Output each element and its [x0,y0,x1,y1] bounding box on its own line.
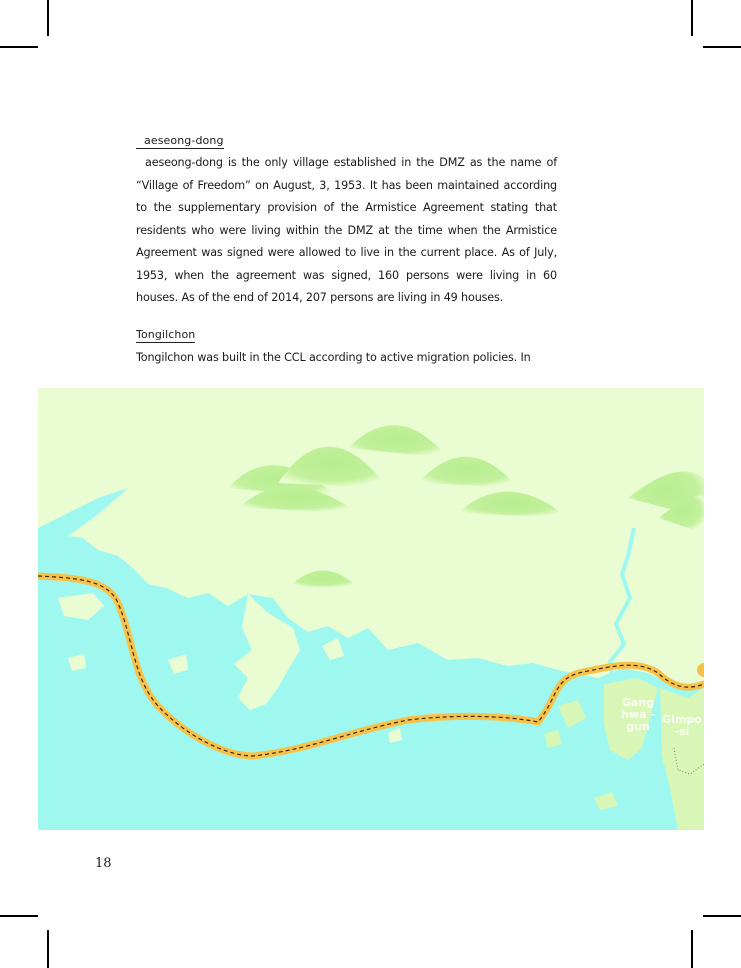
map-label-gimpo-si: Gimpo -si [662,713,702,738]
section-body-tongilchon [136,347,557,370]
crop-mark-bottom-right-horizontal [703,915,741,917]
map-graphic [38,388,704,830]
crop-mark-top-left-vertical [47,0,49,36]
crop-mark-bottom-left-horizontal [0,915,38,917]
section-heading-daeseong-dong: aeseong-dong [136,134,224,149]
map-label-ganghwa-gun: Gang hwa -gun [621,696,655,733]
dmz-map [38,388,704,830]
section-heading-tongilchon: Tongilchon [136,328,196,341]
crop-mark-top-left-horizontal [0,46,38,48]
paragraph: aeseong-dong is the only village established in the DMZ as the name of “Village of Freedom” on August, 3, 1953. It has been maintained according to the supplementary provision of the Armistice Agreement stating that residents who were living within the DMZ at the time when the Armistice Agreement was signed were allowed to live in the current place. As of July, 1953, when the agreement was signed, 160 persons were living in 60 houses. As of the end of 2014, 207 persons are living in 49 houses. [136,156,557,304]
section-body-daeseong-dong [136,152,557,310]
page-number: 18 [95,856,112,871]
crop-mark-top-right-vertical [691,0,693,36]
crop-mark-bottom-left-vertical [47,930,49,968]
crop-mark-bottom-right-vertical [691,930,693,968]
crop-mark-top-right-horizontal [703,46,741,48]
paragraph: Tongilchon was built in the CCL according to active migration policies. In [136,351,531,364]
